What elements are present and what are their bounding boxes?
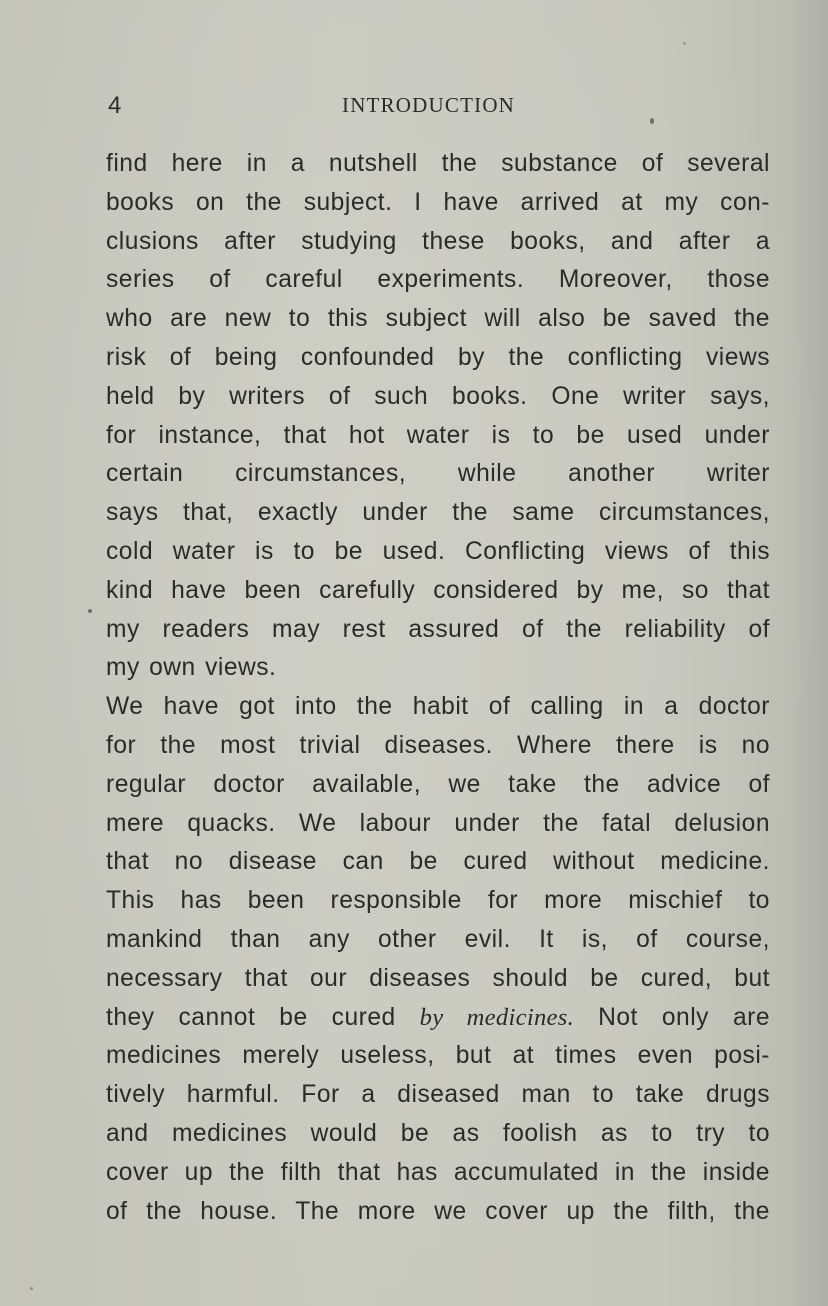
text-run: they cannot be cured	[106, 1003, 420, 1031]
text-line: for the most trivial diseases. Where there is no	[106, 731, 770, 759]
text-line: mankind than any other evil. It is, of course,	[106, 925, 770, 953]
text-line: of the house. The more we cover up the filth, the	[106, 1197, 770, 1225]
text-line: medicines merely useless, but at times even posi-	[106, 1042, 770, 1070]
text-line: who are new to this subject will also be saved the	[106, 305, 770, 333]
text-line: my own views.	[106, 654, 277, 682]
text-line: cold water is to be used. Conflicting views of this	[106, 537, 770, 565]
page-number: 4	[108, 92, 122, 119]
running-head	[108, 88, 772, 128]
paragraph-2	[106, 688, 770, 1231]
paragraph-1	[106, 145, 770, 688]
print-speck	[30, 1287, 33, 1290]
text-line: risk of being confounded by the conflicting views	[106, 343, 770, 371]
text-line: and medicines would be as foolish as to try to	[106, 1119, 770, 1147]
text-line: necessary that our diseases should be cured, but	[106, 964, 770, 992]
text-run: Not only are	[574, 1003, 771, 1031]
page-edge-shadow	[788, 0, 828, 1306]
print-speck	[650, 118, 654, 124]
text-line: my readers may rest assured of the reliability of	[106, 615, 770, 643]
running-title: INTRODUCTION	[342, 93, 516, 117]
text-line: clusions after studying these books, and after a	[106, 227, 770, 255]
text-line: We have got into the habit of calling in a doctor	[106, 693, 770, 721]
text-line: says that, exactly under the same circumstances,	[106, 499, 770, 527]
text-line: tively harmful. For a diseased man to take drugs	[106, 1081, 770, 1109]
italic-emphasis: by medicines.	[419, 1003, 575, 1031]
text-line: find here in a nutshell the substance of several	[106, 150, 770, 177]
text-line: series of careful experiments. Moreover, those	[106, 266, 770, 294]
print-speck	[683, 42, 686, 45]
text-line-with-italics	[106, 999, 770, 1038]
print-speck	[88, 609, 92, 613]
text-line: books on the subject. I have arrived at my con-	[106, 188, 770, 216]
text-line: cover up the filth that has accumulated in the inside	[106, 1158, 770, 1186]
text-line: certain circumstances, while another writer	[106, 460, 770, 488]
text-line: for instance, that hot water is to be used under	[106, 421, 770, 449]
body-text	[106, 145, 770, 1231]
text-line: kind have been carefully considered by me, so that	[106, 576, 770, 604]
text-line: held by writers of such books. One writer says,	[106, 382, 770, 410]
text-line: that no disease can be cured without medicine.	[106, 848, 770, 876]
text-line: regular doctor available, we take the advice of	[106, 770, 770, 798]
text-line: mere quacks. We labour under the fatal delusion	[106, 809, 770, 837]
text-line: This has been responsible for more mischief to	[106, 887, 770, 915]
